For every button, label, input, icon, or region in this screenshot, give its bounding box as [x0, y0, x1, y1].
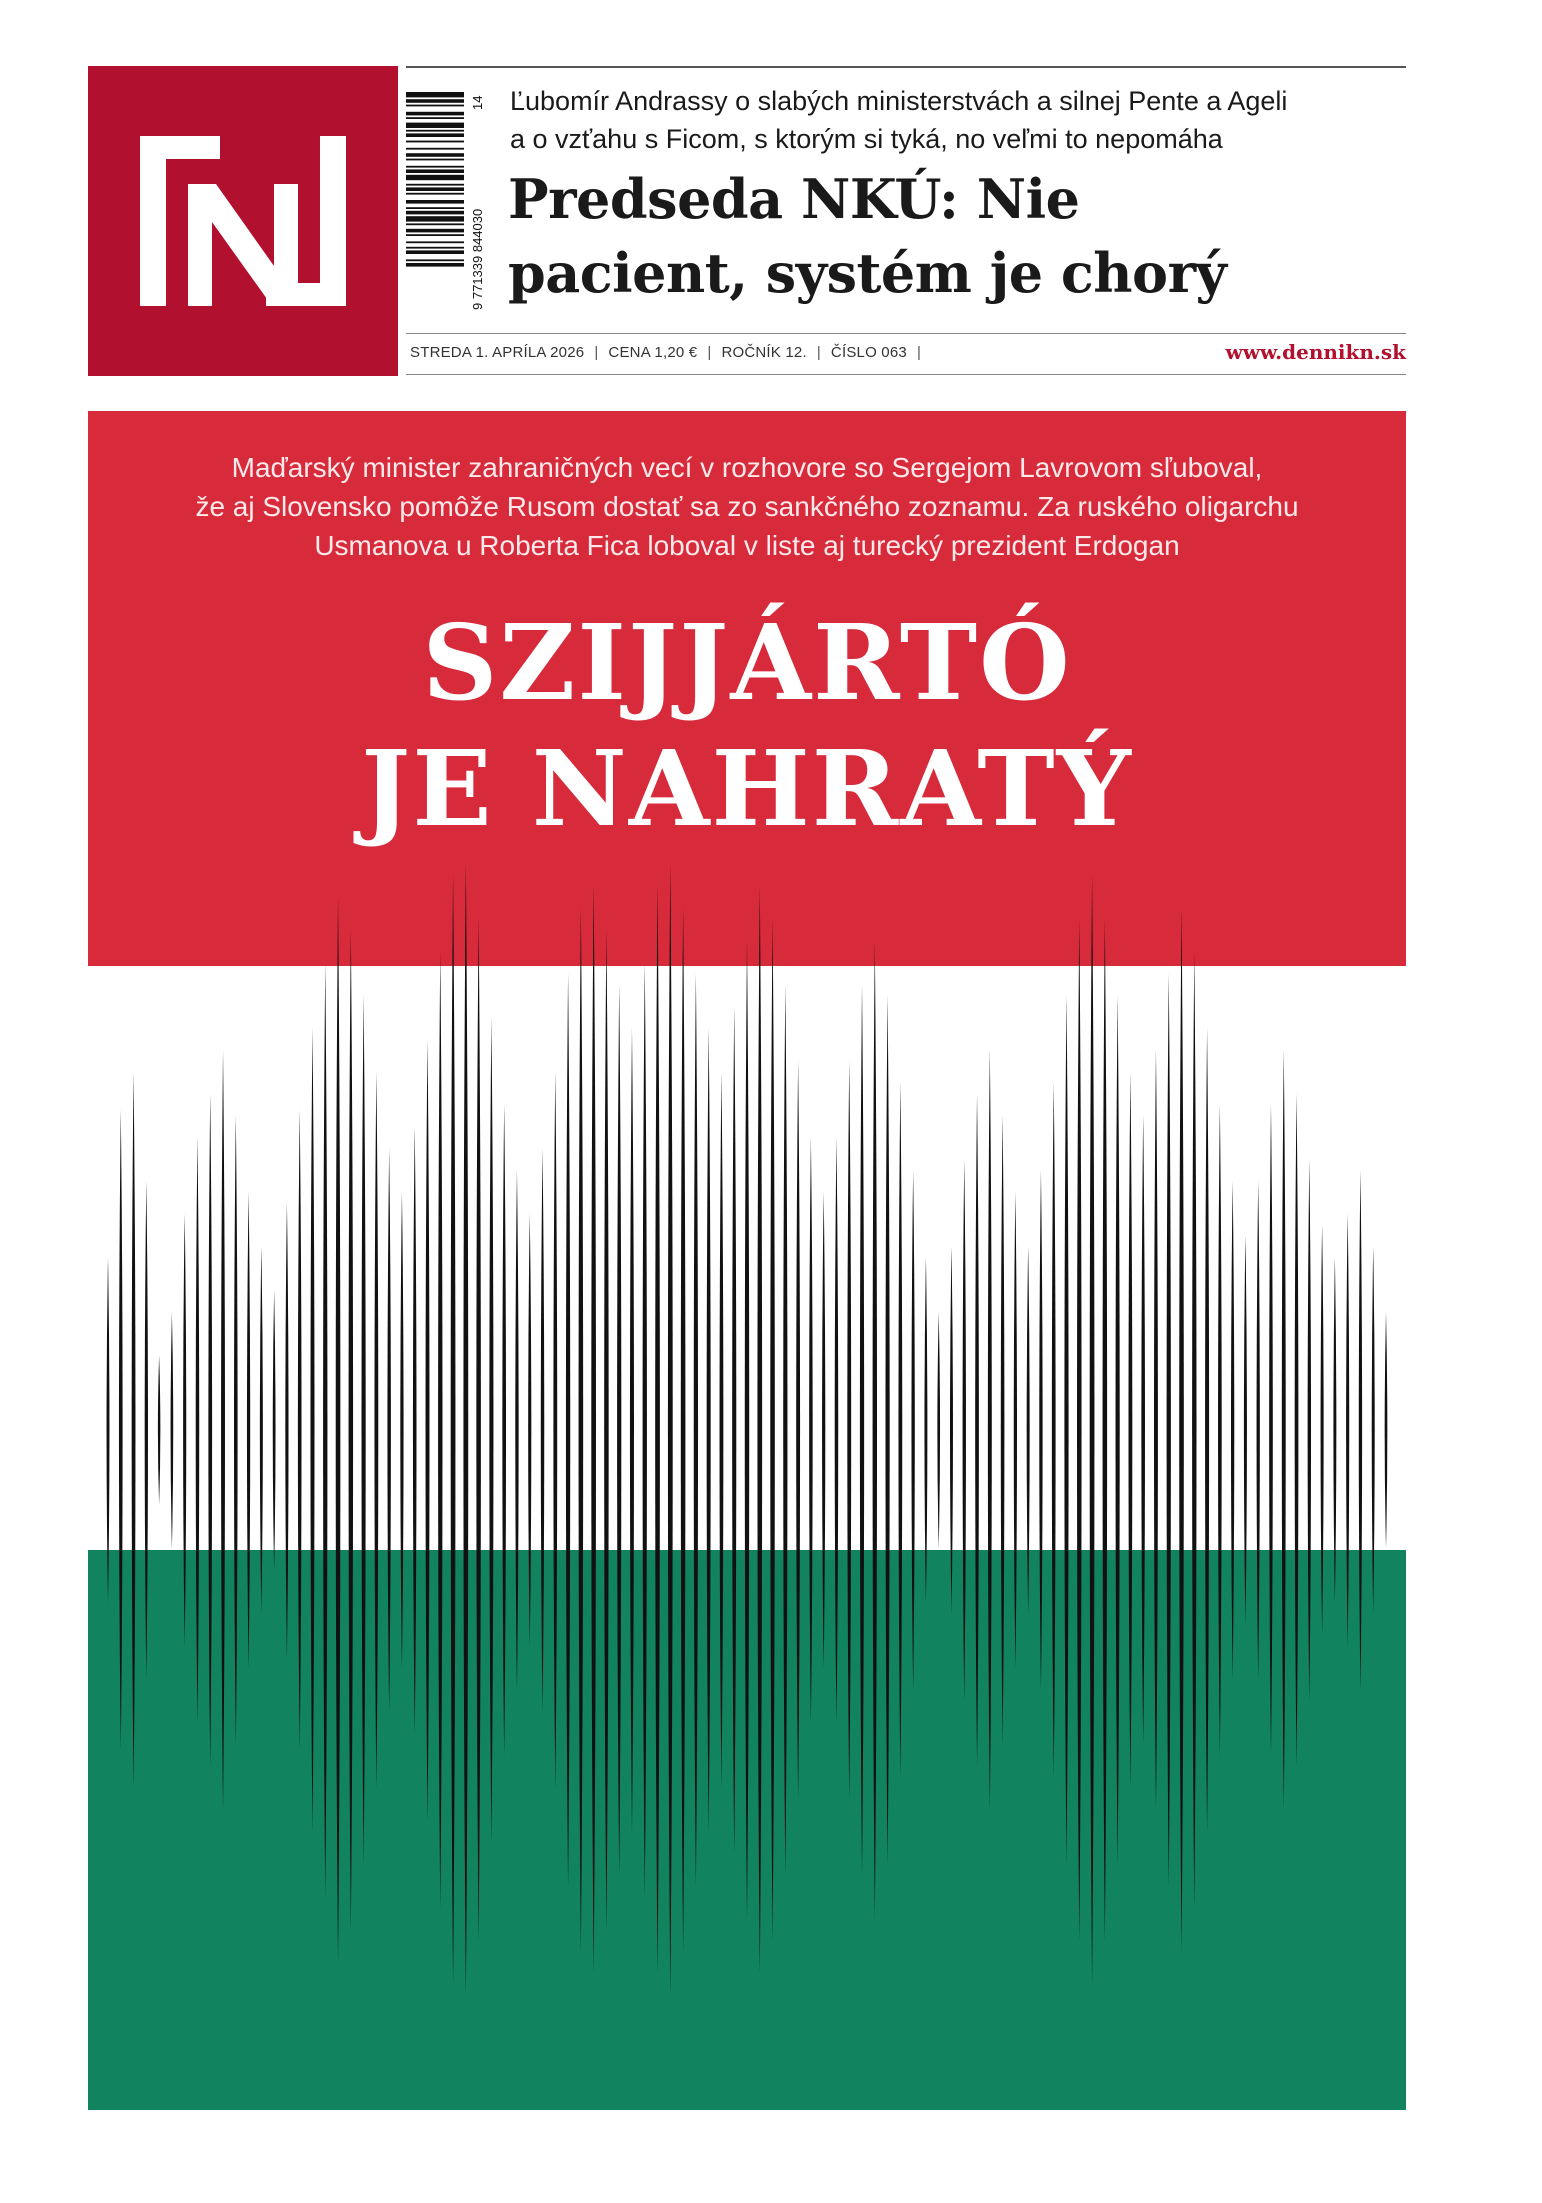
- waveform-spike: [310, 1028, 314, 1832]
- waveform-spike: [1269, 1104, 1273, 1756]
- waveform-spike: [757, 886, 762, 1974]
- waveform-spike: [604, 930, 608, 1931]
- waveform-spike: [1077, 919, 1082, 1942]
- n-logo-icon: [88, 66, 398, 376]
- waveform-spike: [1039, 1170, 1042, 1690]
- issue-number: ČÍSLO 063: [830, 344, 907, 361]
- issue-date: STREDA 1. APRÍLA 2026: [410, 344, 585, 361]
- waveform-spike: [1064, 995, 1068, 1865]
- dennik-n-logo: [88, 66, 398, 376]
- audio-waveform-icon: [88, 860, 1406, 2000]
- waveform-spike: [847, 1061, 851, 1800]
- waveform-spike: [107, 1257, 110, 1603]
- waveform-spike: [937, 1312, 940, 1549]
- waveform-spike: [809, 1137, 813, 1723]
- waveform-spike: [898, 1082, 902, 1777]
- waveform-spike: [1257, 1181, 1260, 1680]
- issue-meta: [410, 344, 930, 361]
- waveform-spike: [489, 1017, 493, 1843]
- waveform-spike: [694, 973, 698, 1887]
- teaser-line-2: a o vzťahu s Ficom, s ktorým si tyká, no veľmi to nepomáha: [510, 124, 1223, 154]
- waveform-spike: [515, 1170, 518, 1690]
- waveform-spike: [860, 984, 864, 1876]
- waveform-spike: [1359, 1170, 1362, 1690]
- waveform-spike: [528, 1213, 531, 1646]
- waveform-spike: [591, 886, 596, 1974]
- waveform-spike: [1192, 951, 1196, 1908]
- cover-headline[interactable]: [88, 600, 1406, 852]
- waveform-spike: [783, 984, 787, 1876]
- waveform-spike: [770, 919, 775, 1942]
- waveform-spike: [732, 1006, 736, 1854]
- waveform-spike: [681, 908, 686, 1953]
- waveform-spike: [1052, 1082, 1056, 1777]
- waveform-spike: [1116, 995, 1120, 1865]
- deck-line-3: Usmanova u Roberta Fica loboval v liste aj turecký prezident Erdogan: [314, 530, 1180, 561]
- cover-headline-line-1: SZIJJÁRTÓ: [422, 601, 1072, 724]
- waveform-spike: [323, 962, 327, 1897]
- cover-headline-line-2: JE NAHRATÝ: [361, 727, 1133, 850]
- waveform-spike: [950, 1246, 953, 1614]
- headline-line-2: pacient, systém je chorý: [508, 241, 1227, 305]
- waveform-spike: [1295, 1093, 1299, 1766]
- waveform-spike: [426, 1039, 430, 1822]
- waveform-spike: [171, 1312, 174, 1549]
- meta-separator: |: [816, 344, 821, 361]
- waveform-spike: [988, 1050, 992, 1811]
- waveform-spike: [273, 1290, 276, 1570]
- headline-line-1: Predseda NKÚ: Nie: [508, 167, 1080, 231]
- waveform-spike: [924, 1257, 927, 1603]
- waveform-spike: [1346, 1213, 1349, 1646]
- waveform-spike: [1321, 1224, 1324, 1635]
- meta-separator: |: [916, 344, 922, 361]
- waveform-spike: [463, 864, 468, 1996]
- waveform-spike: [145, 1181, 148, 1680]
- issue-price: CENA 1,20 €: [608, 344, 698, 361]
- waveform-spike: [668, 864, 673, 1996]
- waveform-spike: [502, 1104, 506, 1756]
- waveform-spike: [132, 1071, 136, 1788]
- waveform-spike: [247, 1192, 250, 1669]
- waveform-spike: [720, 1071, 724, 1788]
- waveform-spike: [617, 984, 621, 1876]
- waveform-spike: [387, 1148, 390, 1712]
- waveform-spike: [1218, 1104, 1222, 1756]
- waveform-spike: [208, 1093, 212, 1766]
- waveform-spike: [541, 1148, 544, 1712]
- meta-separator: |: [594, 344, 599, 361]
- waveform-spike: [196, 1137, 200, 1723]
- waveform-spike: [234, 1115, 238, 1745]
- waveform-spike: [1090, 875, 1095, 1985]
- waveform-spike: [553, 1071, 557, 1788]
- waveform-spike: [362, 995, 366, 1865]
- waveform-spike: [438, 951, 442, 1908]
- meta-separator: |: [707, 344, 712, 361]
- cover-deck[interactable]: [88, 448, 1406, 565]
- waveform-spike: [745, 940, 749, 1919]
- waveform-spike: [643, 962, 647, 1897]
- waveform-spike: [911, 1170, 914, 1690]
- waveform-spike: [1027, 1246, 1030, 1614]
- deck-line-1: Maďarský minister zahraničných vecí v rozhovore so Sergejom Lavrovom sľuboval,: [231, 452, 1263, 483]
- masthead-top-rule: [406, 66, 1406, 68]
- barcode-icon: [406, 88, 490, 310]
- waveform-spike: [1154, 1050, 1158, 1811]
- waveform-spike: [1141, 1115, 1145, 1745]
- masthead-divider: [406, 333, 1406, 334]
- issue-volume: ROČNÍK 12.: [721, 344, 807, 361]
- waveform-spike: [183, 1213, 186, 1646]
- waveform-spike: [298, 1110, 302, 1751]
- waveform-spike: [975, 1093, 979, 1766]
- deck-line-2: že aj Slovensko pomôže Rusom dostať sa zo sankčného zoznamu. Za ruského oligarchu: [195, 491, 1299, 522]
- waveform-spike: [1128, 1071, 1132, 1788]
- waveform-spike: [285, 1203, 288, 1658]
- barcode-digits: 9 771339 844030: [470, 208, 485, 310]
- top-headline[interactable]: [508, 162, 1408, 310]
- waveform-spike: [873, 940, 877, 1919]
- teaser-line-1: Ľubomír Andrassy o slabých ministerstvách a silnej Pente a Ageli: [510, 86, 1288, 116]
- waveform-spike: [1014, 1192, 1017, 1669]
- waveform-spike: [1244, 1235, 1247, 1624]
- waveform-spike: [1179, 908, 1184, 1953]
- waveform-spike: [655, 886, 660, 1974]
- waveform-spike: [1001, 1115, 1005, 1745]
- website-link[interactable]: www.dennikn.sk: [1225, 340, 1406, 364]
- waveform-spike: [796, 1061, 800, 1800]
- waveform-spike: [963, 1159, 966, 1701]
- waveform-spike: [1231, 1181, 1234, 1680]
- waveform-spike: [566, 973, 570, 1887]
- waveform-spike: [400, 1192, 403, 1669]
- waveform-spike: [413, 1126, 417, 1734]
- waveform-spike: [579, 908, 584, 1953]
- waveform-spike: [260, 1246, 263, 1614]
- barcode-issue-number: 14: [470, 95, 485, 110]
- waveform-spike: [822, 1192, 825, 1669]
- waveform-spike: [221, 1050, 225, 1811]
- waveform-spike: [349, 930, 353, 1931]
- waveform-spike: [1167, 973, 1171, 1887]
- waveform-spike: [374, 1071, 378, 1788]
- waveform-spike: [885, 995, 889, 1865]
- waveform-spike: [1205, 1028, 1209, 1832]
- waveform-spike: [630, 1028, 634, 1832]
- teaser[interactable]: [510, 82, 1400, 158]
- waveform-spike: [476, 919, 481, 1942]
- waveform-spike: [158, 1355, 160, 1504]
- waveform-spike: [1372, 1246, 1375, 1614]
- waveform-spike: [1333, 1257, 1336, 1603]
- waveform-spike: [1103, 919, 1108, 1942]
- waveform-spike: [1308, 1159, 1311, 1701]
- waveform-spike: [119, 1110, 123, 1751]
- waveform-spike: [336, 897, 341, 1963]
- masthead-bottom-rule: [406, 374, 1406, 375]
- waveform-spike: [1282, 1050, 1286, 1811]
- waveform-spike: [1385, 1312, 1388, 1549]
- waveform-spike: [835, 1137, 839, 1723]
- waveform-spike: [451, 875, 456, 1985]
- waveform-spike: [707, 1028, 711, 1832]
